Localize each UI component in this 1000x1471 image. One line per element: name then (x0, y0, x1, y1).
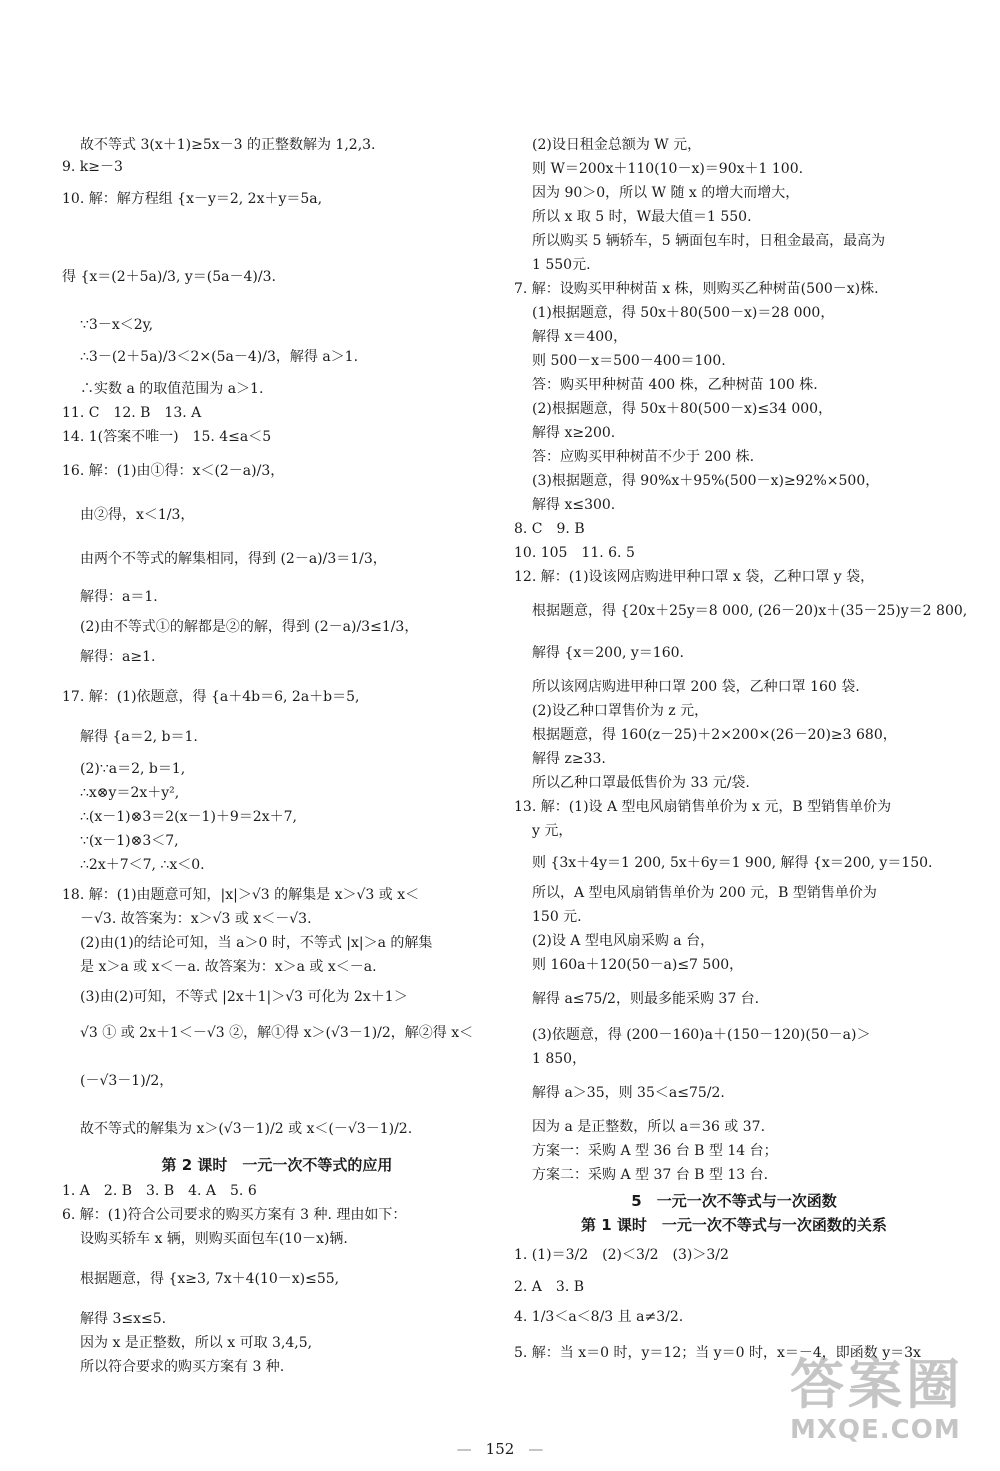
section-heading: 第 1 课时 一元一次不等式与一次函数的关系 (581, 1216, 887, 1234)
watermark-logo: 答案圈 MXQE.COM (790, 1353, 964, 1445)
text-line: (3)根据题意，得 90%x＋95%(500－x)≥92%×500， (532, 473, 880, 489)
text-line: 解得 x＝400， (532, 329, 628, 345)
text-line: 所以该网店购进甲种口罩 200 袋，乙种口罩 160 袋. (532, 679, 860, 695)
text-line: 1. A 2. B 3. B 4. A 5. 6 (62, 1183, 257, 1199)
text-line: 2. A 3. B (514, 1279, 585, 1295)
text-line: 7. 解：设购买甲种树苗 x 株，则购买乙种树苗(500－x)株. (514, 281, 879, 297)
text-line: (2)∵a＝2, b＝1, (80, 761, 186, 777)
text-line: 10. 105 11. 6. 5 (514, 545, 635, 561)
section-heading: 第 2 课时 一元一次不等式的应用 (161, 1156, 393, 1174)
text-line: 根据题意，得 {x≥3, 7x＋4(10－x)≤55, (80, 1271, 340, 1287)
text-line: 10. 解：解方程组 {x－y＝2, 2x＋y＝5a, (62, 191, 323, 207)
text-line: 1 550元. (532, 257, 591, 273)
text-line: ∴3－(2＋5a)/3＜2×(5a－4)/3，解得 a＞1. (80, 349, 359, 365)
text-line: √3 ① 或 2x＋1＜－√3 ②，解①得 x＞(√3－1)/2，解②得 x＜ (80, 1025, 474, 1041)
text-line: 解得 a≤75/2，则最多能采购 37 台. (532, 991, 760, 1007)
text-line: 答：购买甲种树苗 400 株，乙种树苗 100 株. (532, 377, 818, 393)
text-line: 解得 x≥200. (532, 425, 616, 441)
text-line: 解得 a＞35，则 35＜a≤75/2. (532, 1085, 725, 1101)
text-line: 16. 解：(1)由①得：x＜(2－a)/3， (62, 463, 285, 479)
text-line: 1 850， (532, 1051, 587, 1067)
text-line: ∴实数 a 的取值范围为 a＞1. (80, 381, 264, 397)
text-line: －√3. 故答案为：x＞√3 或 x＜－√3. (80, 911, 312, 927)
text-line: (3)依题意，得 (200－160)a＋(150－120)(50－a)＞ (532, 1027, 871, 1043)
text-line: 所以符合要求的购买方案有 3 种. (80, 1359, 285, 1375)
text-line: ∵3－x＜2y, (80, 317, 154, 333)
text-line: 17. 解：(1)依题意，得 {a＋4b＝6, 2a＋b＝5, (62, 689, 360, 705)
text-line: 解得 3≤x≤5. (80, 1311, 167, 1327)
page-number: — 152 — (456, 1440, 544, 1458)
text-line: 所以购买 5 辆轿车，5 辆面包车时，日租金最高，最高为 (532, 233, 886, 249)
text-line: 1. (1)＝3/2 (2)＜3/2 (3)＞3/2 (514, 1247, 729, 1263)
text-line: 则 500－x＝500－400＝100. (532, 353, 726, 369)
text-line: 由两个不等式的解集相同，得到 (2－a)/3＝1/3， (80, 551, 387, 567)
text-line: 故不等式 3(x＋1)≥5x－3 的正整数解为 1,2,3. (80, 137, 376, 153)
text-line: 是 x＞a 或 x＜－a. 故答案为：x＞a 或 x＜－a. (80, 959, 377, 975)
text-line: 13. 解：(1)设 A 型电风扇销售单价为 x 元，B 型销售单价为 (514, 799, 892, 815)
text-line: 则 160a＋120(50－a)≤7 500， (532, 957, 744, 973)
text-line: 根据题意，得 {20x＋25y＝8 000, (26－20)x＋(35－25)y＝2 800, (532, 603, 968, 619)
text-line: 解得 {a＝2, b＝1. (80, 729, 198, 745)
text-line: 所以乙种口罩最低售价为 33 元/袋. (532, 775, 750, 791)
text-line: 方案一：采购 A 型 36 台 B 型 14 台； (532, 1143, 778, 1159)
text-line: 11. C 12. B 13. A (62, 405, 202, 421)
text-line: 所以，A 型电风扇销售单价为 200 元，B 型销售单价为 (532, 885, 877, 901)
text-line: 因为 a 是正整数，所以 a＝36 或 37. (532, 1119, 766, 1135)
text-line: ∴x⊗y＝2x＋y², (80, 785, 180, 801)
text-line: 因为 x 是正整数，所以 x 可取 3,4,5, (80, 1335, 313, 1351)
text-line: 得 {x＝(2＋5a)/3, y＝(5a－4)/3. (62, 269, 276, 285)
text-line: 4. 1/3＜a＜8/3 且 a≠3/2. (514, 1309, 684, 1325)
text-line: 5. 解：当 x＝0 时，y＝12；当 y＝0 时，x＝－4，即函数 y＝3x (514, 1345, 921, 1361)
text-line: ∴(x－1)⊗3＝2(x－1)＋9＝2x＋7, (80, 809, 297, 825)
text-line: (1)根据题意，得 50x＋80(500－x)＝28 000， (532, 305, 835, 321)
text-line: (2)由(1)的结论可知，当 a＞0 时，不等式 |x|＞a 的解集 (80, 935, 433, 951)
text-line: (2)由不等式①的解都是②的解，得到 (2－a)/3≤1/3， (80, 619, 419, 635)
text-line: 解得 z≥33. (532, 751, 606, 767)
text-line: 解得 {x＝200, y＝160. (532, 645, 684, 661)
text-line: (－√3－1)/2， (80, 1073, 174, 1089)
text-line: 150 元. (532, 909, 582, 925)
text-line: 解得：a＝1. (80, 589, 158, 605)
text-line: ∵(x－1)⊗3＜7, (80, 833, 179, 849)
text-line: 解得 x≤300. (532, 497, 616, 513)
text-line: (2)设 A 型电风扇采购 a 台， (532, 933, 715, 949)
text-line: 14. 1(答案不唯一) 15. 4≤a＜5 (62, 429, 272, 445)
text-line: 解得：a≥1. (80, 649, 156, 665)
text-line: 18. 解：(1)由题意可知，|x|＞√3 的解集是 x＞√3 或 x＜ (62, 887, 420, 903)
text-line: 设购买轿车 x 辆，则购买面包车(10－x)辆. (80, 1231, 348, 1247)
text-line: (2)设日租金总额为 W 元， (532, 137, 702, 153)
text-line: (2)根据题意，得 50x＋80(500－x)≤34 000， (532, 401, 833, 417)
text-line: 方案二：采购 A 型 37 台 B 型 13 台. (532, 1167, 769, 1183)
text-line: (2)设乙种口罩售价为 z 元， (532, 703, 709, 719)
text-line: (3)由(2)可知，不等式 |2x＋1|＞√3 可化为 2x＋1＞ (80, 989, 408, 1005)
text-line: 由②得，x＜1/3， (80, 507, 195, 523)
section-heading: 5 一元一次不等式与一次函数 (631, 1192, 837, 1210)
text-line: ∴2x＋7＜7, ∴x＜0. (80, 857, 205, 873)
text-line: 根据题意，得 160(z－25)＋2×200×(26－20)≥3 680， (532, 727, 897, 743)
text-line: 答：应购买甲种树苗不少于 200 株. (532, 449, 755, 465)
text-line: 因为 90＞0，所以 W 随 x 的增大而增大， (532, 185, 800, 201)
text-line: 12. 解：(1)设该网店购进甲种口罩 x 袋，乙种口罩 y 袋， (514, 569, 875, 585)
text-line: 6. 解：(1)符合公司要求的购买方案有 3 种. 理由如下： (62, 1207, 407, 1223)
text-line: 所以 x 取 5 时，W最大值＝1 550. (532, 209, 752, 225)
text-line: y 元， (532, 823, 573, 839)
text-line: 则 {3x＋4y＝1 200, 5x＋6y＝1 900, 解得 {x＝200, y＝150. (532, 855, 933, 871)
text-line: 8. C 9. B (514, 521, 585, 537)
text-line: 9. k≥－3 (62, 159, 123, 175)
text-line: 则 W＝200x＋110(10－x)＝90x＋1 100. (532, 161, 804, 177)
text-line: 故不等式的解集为 x＞(√3－1)/2 或 x＜(－√3－1)/2. (80, 1121, 413, 1137)
